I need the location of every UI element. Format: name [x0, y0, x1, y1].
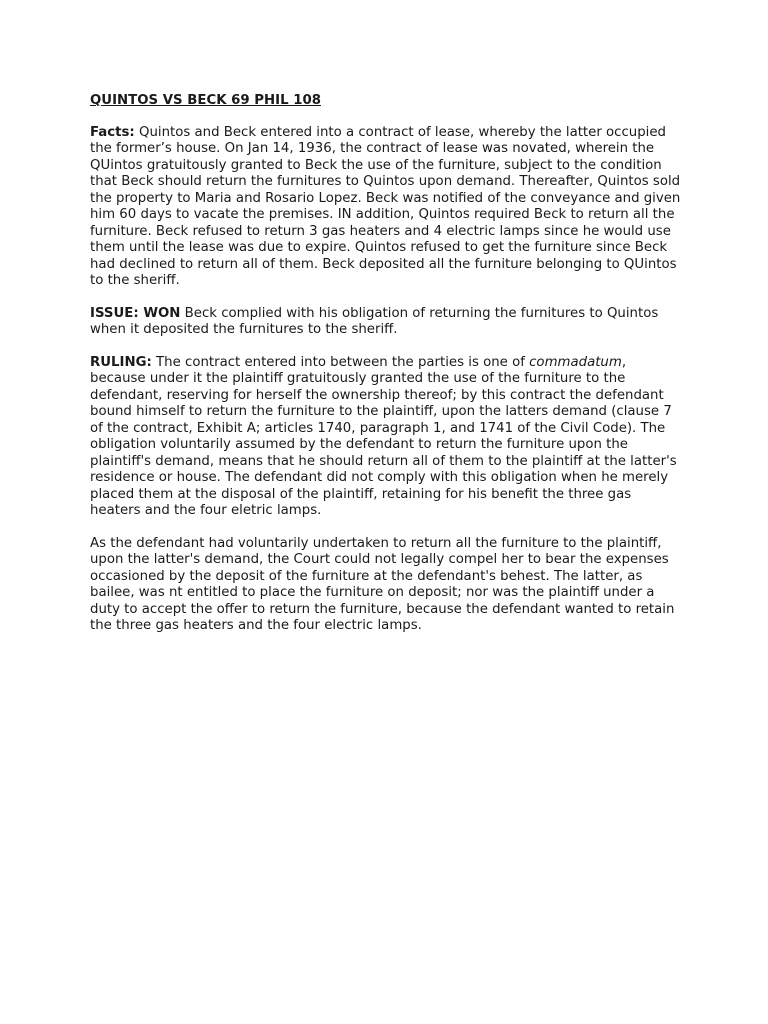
- facts-text: Quintos and Beck entered into a contract of lease, whereby the latter occupied the former’s house. On Jan 14, 1936, the contract of lease was novated, wherein the QUintos gratuitously granted to Beck the use of the furniture, subject to the condition that Beck should return the furnitures to Quintos upon demand. Thereafter, Quintos sold the property to Maria and Rosario Lopez. Beck was notified of the conveyance and given him 60 days to vacate the premises. IN addition, Quintos required Beck to return all the furniture. Beck refused to return 3 gas heaters and 4 electric lamps since he would use them until the lease was due to expire. Quintos refused to get the furniture since Beck had declined to return all of them. Beck deposited all the furniture belonging to QUintos to the sheriff.: [90, 124, 681, 288]
- document-page: [90, 93, 682, 651]
- issue-label: ISSUE: WON: [90, 305, 181, 321]
- facts-paragraph: [90, 125, 682, 290]
- ruling-paragraph: [90, 355, 682, 520]
- conclusion-paragraph: As the defendant had voluntarily undertaken to return all the furniture to the plaintiff, upon the latter's demand, the Court could not legally compel her to bear the expenses occasioned by the deposit of the furniture at the defendant's behest. The latter, as bailee, was nt entitled to place the furniture on deposit; nor was the plaintiff under a duty to accept the offer to return the furniture, because the defendant wanted to retain the three gas heaters and the four electric lamps.: [90, 535, 675, 633]
- ruling-text-after: , because under it the plaintiff gratuitously granted the use of the furniture to the defendant, reserving for herself the ownership thereof; by this contract the defendant bound himself to return the furniture to the plaintiff, upon the latters demand (clause 7 of the contract, Exhibit A; articles 1740, paragraph 1, and 1741 of the Civil Code). The obligation voluntarily assumed by the defendant to return the furniture upon the plaintiff's demand, means that he should return all of them to the plaintiff at the latter's residence or house. The defendant did not comply with this obligation when he merely placed them at the disposal of the plaintiff, retaining for his benefit the three gas heaters and the four eletric lamps.: [90, 354, 677, 518]
- ruling-text-before: The contract entered into between the parties is one of: [151, 354, 530, 370]
- ruling-emphasis: commadatum: [529, 354, 622, 370]
- issue-paragraph: [90, 306, 682, 339]
- issue-text: Beck complied with his obligation of returning the furnitures to Quintos when it deposited the furnitures to the sheriff.: [90, 305, 659, 337]
- ruling-label: RULING:: [90, 354, 152, 370]
- case-title: QUINTOS VS BECK 69 PHIL 108: [90, 93, 321, 108]
- facts-label: Facts:: [90, 124, 135, 140]
